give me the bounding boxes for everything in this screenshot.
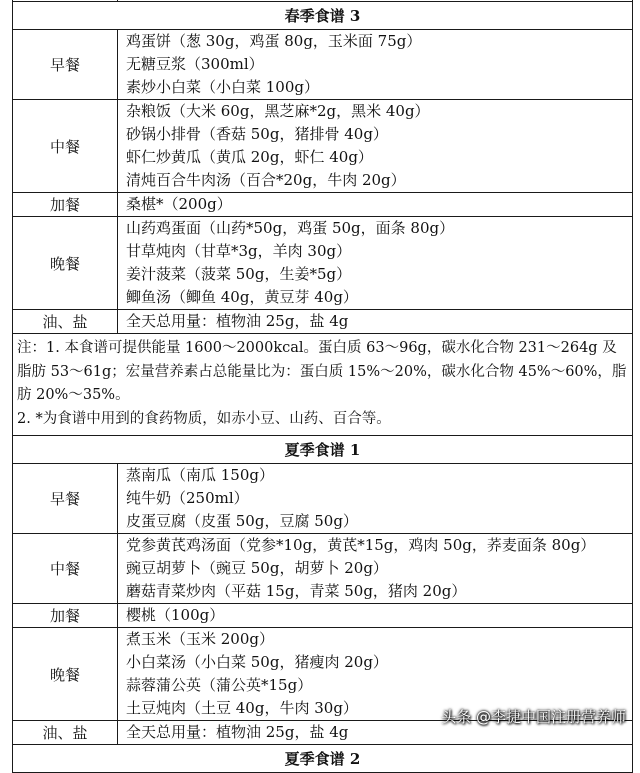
- meal-name: 晚餐: [13, 217, 118, 310]
- meal-item: 纯牛奶（250ml）: [126, 489, 249, 507]
- meal-item: 蒸南瓜（南瓜 150g）: [126, 466, 275, 484]
- meal-item: 桑椹*（200g）: [126, 195, 232, 213]
- meal-row: [13, 193, 633, 217]
- notes-row: [13, 334, 633, 436]
- watermark-text: 头条 @李捷中国注册营养师: [441, 708, 626, 726]
- meal-item: 樱桃（100g）: [126, 606, 225, 624]
- meal-row: [13, 310, 633, 334]
- section-title: 夏季食谱 2: [13, 745, 633, 773]
- section-title: 夏季食谱 1: [13, 436, 633, 464]
- meal-item: 甘草炖肉（甘草*3g，羊肉 30g）: [126, 242, 352, 260]
- note-text: 2. *为食谱中用到的食药物质，如赤小豆、山药、百合等。: [17, 410, 391, 427]
- meal-row: [13, 217, 633, 310]
- meal-row: [13, 100, 633, 193]
- meal-item: 蘑菇青菜炒肉（平菇 15g，青菜 50g，猪肉 20g）: [126, 582, 467, 600]
- meal-item: 鸡蛋饼（葱 30g，鸡蛋 80g，玉米面 75g）: [126, 32, 422, 50]
- section-title: 春季食谱 3: [13, 2, 633, 30]
- meal-name: 晚餐: [13, 628, 118, 721]
- note-text: 注：1. 本食谱可提供能量 1600～2000kcal。蛋白质 63～96g，碳水化合物 231～264g 及脂肪 53～61g；宏量营养素占总能量比为：蛋白质 15%～20%，碳水化合物 45%～60%，脂肪 20%～35%。: [17, 340, 627, 403]
- meal-item: 砂锅小排骨（香菇 50g，猪排骨 40g）: [126, 125, 388, 143]
- meal-name: 油、盐: [13, 310, 118, 334]
- meal-item: 全天总用量：植物油 25g，盐 4g: [126, 312, 349, 330]
- meal-item: 山药鸡蛋面（山药*50g，鸡蛋 50g，面条 80g）: [126, 219, 455, 237]
- meal-items: [118, 30, 633, 100]
- meal-name: 早餐: [13, 30, 118, 100]
- notes-cell: [13, 334, 633, 436]
- meal-item: 全天总用量：植物油 25g，盐 4g: [126, 723, 349, 741]
- meal-item: 杂粮饭（大米 60g，黑芝麻*2g，黑米 40g）: [126, 102, 430, 120]
- meal-item: 无糖豆浆（300ml）: [126, 55, 264, 73]
- meal-name: 中餐: [13, 534, 118, 604]
- menu-table: [12, 0, 633, 773]
- meal-item: 煮玉米（玉米 200g）: [126, 630, 275, 648]
- meal-items: [118, 100, 633, 193]
- meal-item: 虾仁炒黄瓜（黄瓜 20g，虾仁 40g）: [126, 148, 373, 166]
- meal-name: 早餐: [13, 464, 118, 534]
- meal-item: 皮蛋豆腐（皮蛋 50g，豆腐 50g）: [126, 512, 358, 530]
- meal-item: 素炒小白菜（小白菜 100g）: [126, 78, 320, 96]
- meal-items: [118, 534, 633, 604]
- meal-name: 中餐: [13, 100, 118, 193]
- meal-items: [118, 464, 633, 534]
- meal-item: 党参黄芪鸡汤面（党参*10g，黄芪*15g，鸡肉 50g，荞麦面条 80g）: [126, 536, 596, 554]
- meal-items: [118, 310, 633, 334]
- meal-row: [13, 534, 633, 604]
- meal-items: [118, 193, 633, 217]
- section-title-row: [13, 745, 633, 773]
- meal-items: [118, 604, 633, 628]
- section-title-row: [13, 2, 633, 30]
- meal-row: [13, 604, 633, 628]
- menu-body: [13, 2, 633, 773]
- meal-item: 清炖百合牛肉汤（百合*20g，牛肉 20g）: [126, 171, 406, 189]
- meal-item: 小白菜汤（小白菜 50g，猪瘦肉 20g）: [126, 653, 388, 671]
- meal-item: 鲫鱼汤（鲫鱼 40g，黄豆芽 40g）: [126, 288, 358, 306]
- meal-item: 豌豆胡萝卜（豌豆 50g，胡萝卜 20g）: [126, 559, 388, 577]
- watermark: [441, 700, 626, 734]
- meal-item: 土豆炖肉（土豆 40g，牛肉 30g）: [126, 699, 358, 717]
- meal-name: 加餐: [13, 604, 118, 628]
- meal-row: [13, 464, 633, 534]
- meal-row: [13, 30, 633, 100]
- section-title-row: [13, 436, 633, 464]
- meal-name: 油、盐: [13, 721, 118, 745]
- meal-item: 蒜蓉蒲公英（蒲公英*15g）: [126, 676, 313, 694]
- meal-items: [118, 217, 633, 310]
- meal-item: 姜汁菠菜（菠菜 50g，生姜*5g）: [126, 265, 352, 283]
- meal-name: 加餐: [13, 193, 118, 217]
